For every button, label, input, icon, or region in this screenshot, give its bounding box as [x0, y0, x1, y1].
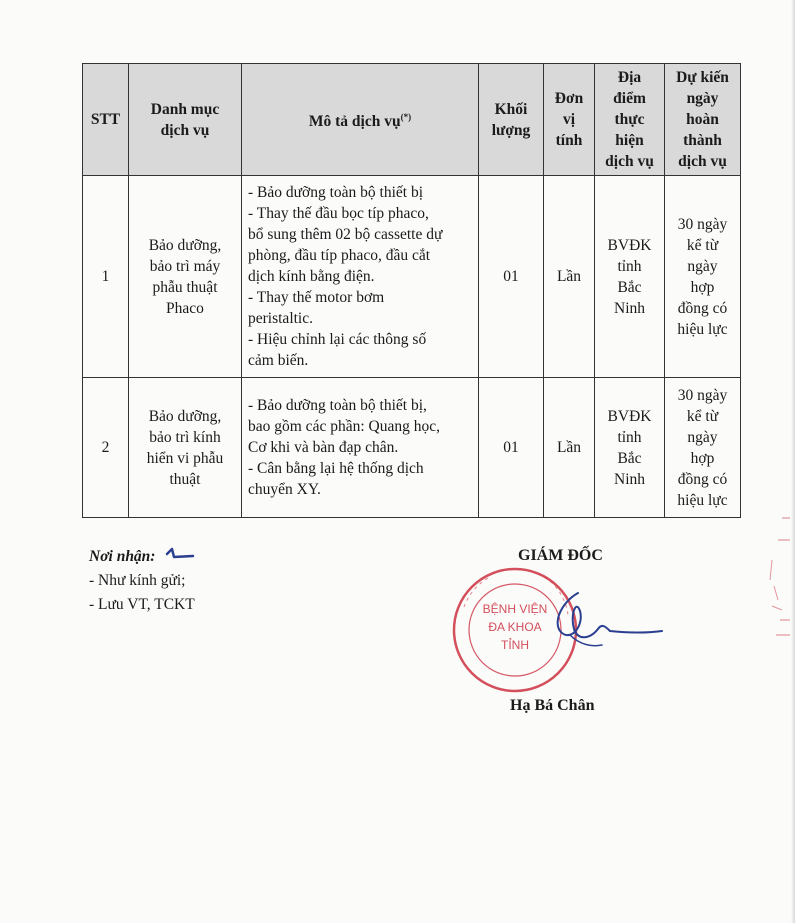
cell-category: Bảo dưỡng, bảo trì kính hiển vi phẫu thuật	[129, 378, 242, 518]
recipients-block	[89, 545, 195, 617]
cell-quantity: 01	[479, 378, 544, 518]
margin-stamp-fragment	[760, 510, 792, 650]
cell-quantity: 01	[479, 176, 544, 378]
table-row	[83, 176, 741, 378]
cell-location: BVĐK tỉnh Bắc Ninh	[595, 176, 665, 378]
signature	[540, 585, 665, 655]
seal-line: BỆNH VIỆN	[482, 602, 548, 616]
cell-unit: Lần	[544, 176, 595, 378]
description-footnote-marker: (*)	[400, 111, 412, 122]
table-row	[83, 378, 741, 518]
recipient-item: - Như kính gửi;	[89, 572, 186, 590]
header-location: Địa điểm thực hiện dịch vụ	[595, 64, 665, 176]
cell-location: BVĐK tỉnh Bắc Ninh	[595, 378, 665, 518]
header-row	[83, 64, 741, 176]
cell-unit: Lần	[544, 378, 595, 518]
cell-completion: 30 ngày kể từ ngày hợp đồng có hiệu lực	[665, 378, 741, 518]
recipient-item: - Lưu VT, TCKT	[89, 596, 195, 614]
recipients-heading: Nơi nhận:	[89, 548, 156, 565]
header-stt: STT	[83, 64, 129, 176]
header-category: Danh mục dịch vụ	[129, 64, 242, 176]
cell-description: - Bảo dưỡng toàn bộ thiết bị - Thay thế đầu bọc típ phaco, bổ sung thêm 02 bộ cassette dự phòng, đầu típ phaco, đầu cắt dịch kính bằng điện. - Thay thế motor bơm peristaltic. - Hiệu chỉnh lại các thông số cảm biến.	[242, 176, 479, 378]
page-edge	[791, 0, 795, 923]
seal-line: ĐA KHOA	[488, 620, 542, 634]
header-unit: Đơn vị tính	[544, 64, 595, 176]
cell-category: Bảo dưỡng, bảo trì máy phẫu thuật Phaco	[129, 176, 242, 378]
services-table	[82, 63, 741, 518]
header-quantity: Khối lượng	[479, 64, 544, 176]
cell-description: - Bảo dưỡng toàn bộ thiết bị, bao gồm các phần: Quang học, Cơ khi và bàn đạp chân. - Cân bằng lại hệ thống dịch chuyển XY.	[242, 378, 479, 518]
header-completion: Dự kiến ngày hoàn thành dịch vụ	[665, 64, 741, 176]
signatory-name: Hạ Bá Chân	[510, 697, 595, 714]
cell-stt: 1	[83, 176, 129, 378]
cell-completion: 30 ngày kể từ ngày hợp đồng có hiệu lực	[665, 176, 741, 378]
signatory-title: GIÁM ĐỐC	[518, 547, 603, 564]
seal-line: TỈNH	[501, 638, 529, 652]
cell-stt: 2	[83, 378, 129, 518]
check-mark-icon	[165, 545, 195, 569]
header-description: Mô tả dịch vụ(*)	[242, 64, 479, 176]
